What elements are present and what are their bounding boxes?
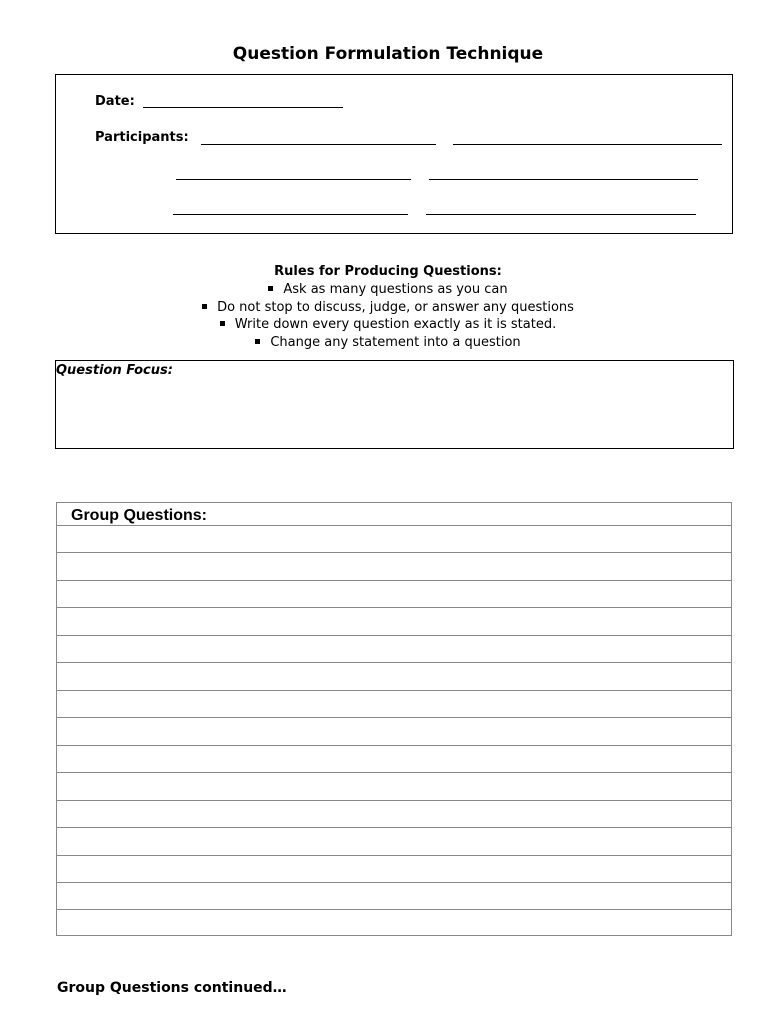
group-questions-table bbox=[56, 502, 732, 936]
bullet-icon bbox=[202, 304, 207, 309]
page-title: Question Formulation Technique bbox=[232, 44, 544, 64]
bullet-icon bbox=[255, 339, 260, 344]
participant-field-5[interactable] bbox=[173, 214, 408, 215]
question-row[interactable] bbox=[57, 525, 731, 553]
question-row[interactable] bbox=[57, 909, 731, 936]
rule-text: Write down every question exactly as it is stated. bbox=[234, 317, 557, 332]
date-label: Date: bbox=[95, 94, 135, 109]
group-questions-continued: Group Questions continued… bbox=[57, 980, 287, 996]
participant-field-4[interactable] bbox=[429, 179, 698, 180]
rule-item bbox=[0, 282, 770, 297]
rule-text: Do not stop to discuss, judge, or answer any questions bbox=[217, 300, 574, 315]
participant-field-3[interactable] bbox=[176, 179, 411, 180]
bullet-icon bbox=[268, 286, 273, 291]
question-row[interactable] bbox=[57, 552, 731, 580]
rule-item bbox=[0, 317, 770, 332]
date-field[interactable] bbox=[143, 107, 343, 108]
question-row[interactable] bbox=[57, 717, 731, 745]
rules-title: Rules for Producing Questions: bbox=[274, 264, 502, 279]
info-box bbox=[55, 74, 733, 234]
participant-field-2[interactable] bbox=[453, 144, 722, 145]
question-focus-box[interactable] bbox=[55, 360, 734, 449]
question-row[interactable] bbox=[57, 635, 731, 663]
question-row[interactable] bbox=[57, 745, 731, 773]
question-row[interactable] bbox=[57, 772, 731, 800]
rule-item bbox=[0, 335, 770, 350]
question-row[interactable] bbox=[57, 580, 731, 608]
rule-text: Ask as many questions as you can bbox=[283, 282, 508, 297]
group-questions-header: Group Questions: bbox=[71, 507, 207, 524]
question-row[interactable] bbox=[57, 855, 731, 883]
question-row[interactable] bbox=[57, 827, 731, 855]
question-row[interactable] bbox=[57, 662, 731, 690]
question-row[interactable] bbox=[57, 690, 731, 718]
question-focus-label: Question Focus: bbox=[56, 363, 173, 378]
participants-label: Participants: bbox=[95, 130, 189, 145]
participant-field-1[interactable] bbox=[201, 144, 436, 145]
rule-text: Change any statement into a question bbox=[270, 335, 521, 350]
participant-field-6[interactable] bbox=[426, 214, 696, 215]
question-row[interactable] bbox=[57, 882, 731, 910]
question-row[interactable] bbox=[57, 607, 731, 635]
rule-item bbox=[0, 300, 770, 315]
question-row[interactable] bbox=[57, 800, 731, 828]
bullet-icon bbox=[220, 321, 225, 326]
